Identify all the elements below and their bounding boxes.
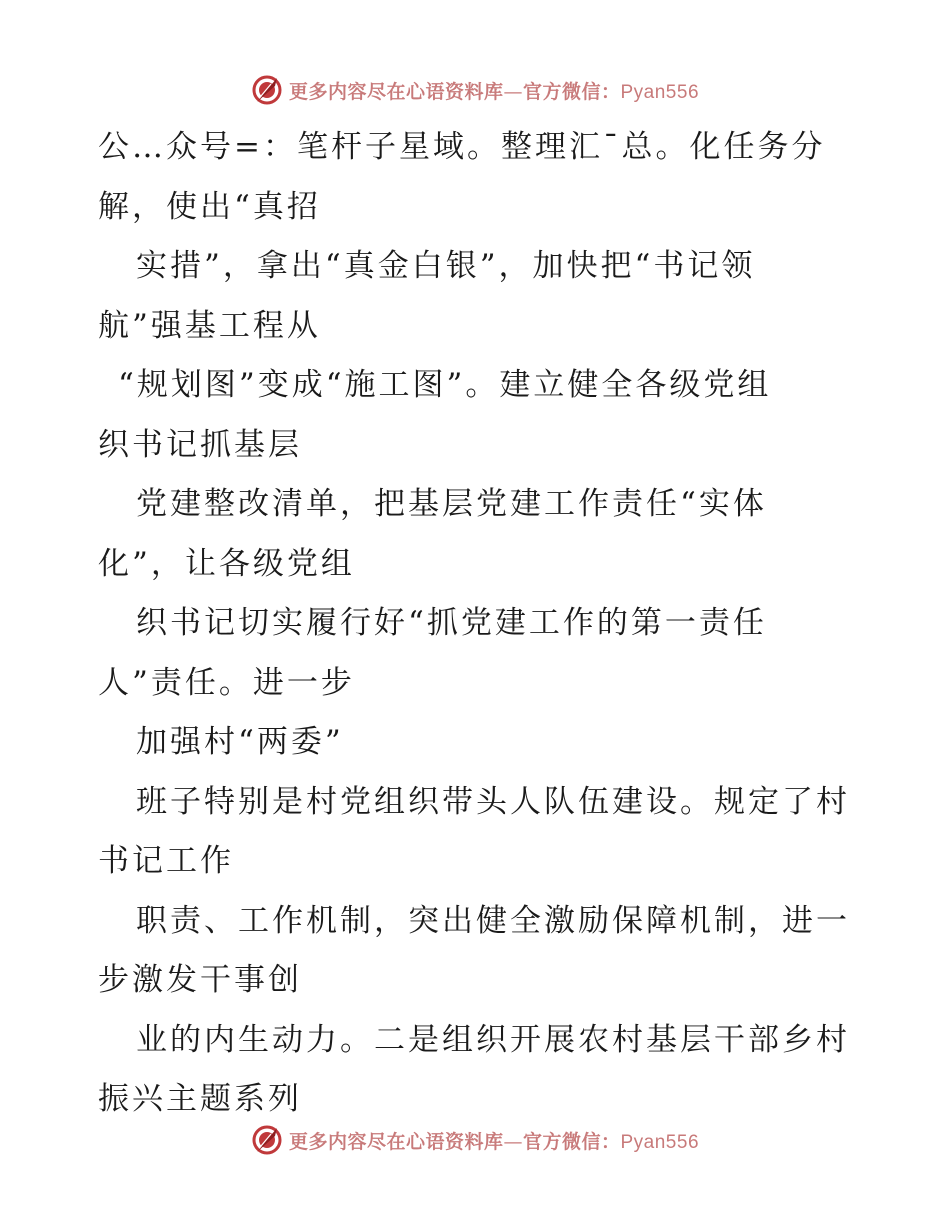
document-body [98, 118, 858, 1130]
body-line: 业的内生动力。二是组织开展农村基层干部乡村 [136, 1021, 850, 1058]
body-line: 人”责任。进一步 [98, 664, 355, 701]
body-line: 班子特别是村党组织带头人队伍建设。规定了村 [136, 783, 850, 820]
footer-watermark [0, 1120, 950, 1160]
body-line: 织书记抓基层 [98, 426, 302, 463]
body-line: 化”，让各级党组 [98, 545, 355, 582]
quill-seal-logo-icon [251, 1124, 283, 1156]
body-line: 振兴主题系列 [98, 1081, 302, 1117]
body-line: 职责、工作机制，突出健全激励保障机制，进一 [136, 902, 850, 939]
body-line: 步激发干事创 [98, 962, 302, 998]
body-line: 加强村“两委” [136, 724, 344, 760]
header-watermark-text: 更多内容尽在心语资料库—官方微信：Pyan556 [288, 80, 700, 103]
body-line: “规划图”变成“施工图”。建立健全各级党组 [118, 367, 772, 403]
body-line: 书记工作 [98, 843, 234, 879]
body-line: 航”强基工程从 [98, 307, 321, 344]
body-line: 公…众号=：笔杆子星域。整理汇¯总。化任务分 [98, 129, 826, 165]
header-watermark [0, 70, 950, 110]
body-line: 实措”，拿出“真金白银”，加快把“书记领 [136, 248, 756, 284]
quill-seal-logo-icon [251, 74, 283, 106]
body-line: 党建整改清单，把基层党建工作责任“实体 [136, 486, 767, 522]
body-line: 织书记切实履行好“抓党建工作的第一责任 [136, 605, 767, 641]
body-line: 解，使出“真招 [98, 188, 321, 225]
footer-watermark-text: 更多内容尽在心语资料库—官方微信：Pyan556 [288, 1130, 700, 1153]
